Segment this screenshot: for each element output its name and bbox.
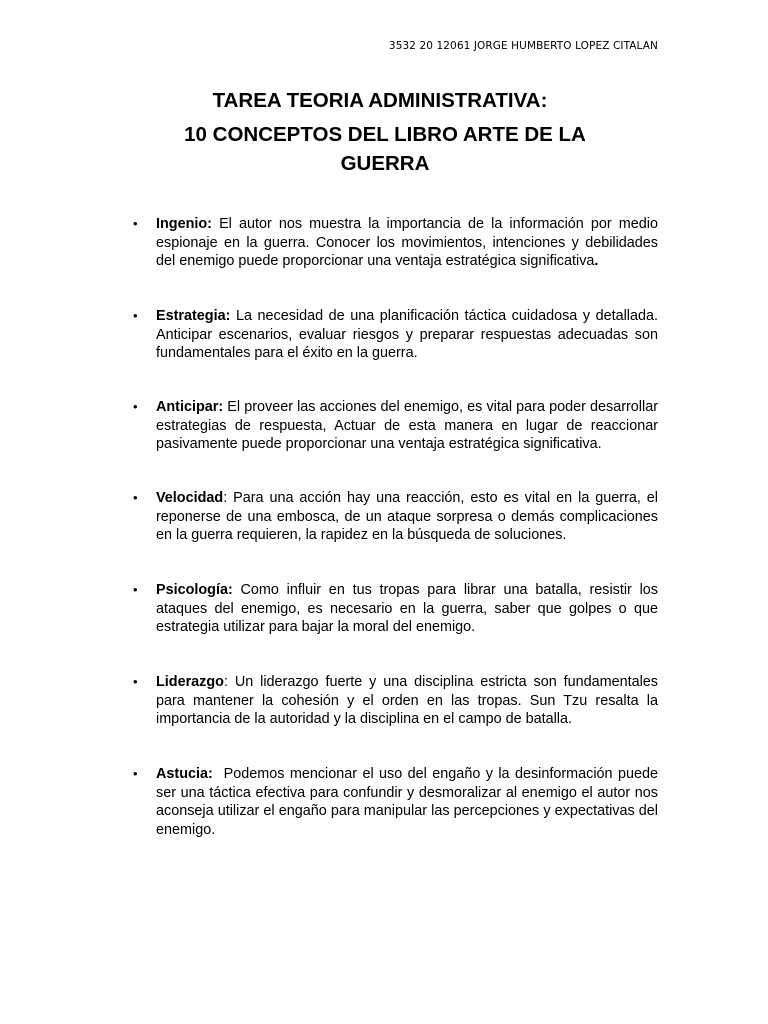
bullet-icon: • [133, 674, 138, 689]
item-text: El autor nos muestra la importancia de la información por medio espionaje en la guerra. Conocer los movimientos, intenciones y debilidades del enemigo puede proporcionar una ventaja estratégica significativa [156, 216, 658, 269]
item-term: Psicología: [156, 582, 233, 598]
item-text: Como influir en tus tropas para librar una batalla, resistir los ataques del enemigo, es necesario en la guerra, saber que golpes o que estrategia utilizar para bajar la moral del enemigo. [156, 582, 658, 635]
list-item-psicologia [133, 581, 658, 637]
list-item-estrategia [133, 307, 658, 363]
bullet-icon: • [133, 766, 138, 781]
item-term: Velocidad [156, 490, 224, 506]
list-item-astucia [133, 765, 662, 839]
bullet-icon: • [133, 308, 138, 323]
list-item-velocidad [133, 489, 658, 545]
item-text: : Para una acción hay una reacción, esto es vital en la guerra, el reponerse de una embosca, de un ataque sorpresa o demás complicaciones en la guerra requieren, la rapidez en la búsqueda de soluciones. [156, 490, 658, 543]
item-text: La necesidad de una planificación táctica cuidadosa y detallada. Anticipar escenarios, evaluar riesgos y preparar respuestas adecuadas son fundamentales para el éxito en la guerra. [156, 308, 658, 361]
bullet-icon: • [133, 216, 138, 231]
item-term: Estrategia: [156, 308, 231, 324]
page-subtitle-line2: GUERRA [340, 152, 430, 175]
item-term: Astucia: [156, 766, 213, 782]
item-term: Anticipar: [156, 399, 224, 415]
item-term: Liderazgo [156, 674, 224, 690]
list-item-ingenio [133, 215, 658, 271]
list-item-anticipar [133, 398, 658, 454]
item-text: El proveer las acciones del enemigo, es vital para poder desarrollar estrategias de respuesta, Actuar de esta manera en lugar de reaccionar pasivamente puede proporcionar una ventaja estratégica significativa. [156, 399, 658, 452]
bullet-icon: • [133, 490, 138, 505]
header-student-line: 3532 20 12061 JORGE HUMBERTO LOPEZ CITALAN [388, 40, 658, 52]
bullet-icon: • [133, 399, 138, 414]
item-term: Ingenio: [156, 216, 212, 232]
bullet-icon: • [133, 582, 138, 597]
item-end: . [594, 253, 599, 269]
page-subtitle-line1: 10 CONCEPTOS DEL LIBRO ARTE DE LA [184, 123, 586, 146]
item-text: : Un liderazgo fuerte y una disciplina estricta son fundamentales para mantener la cohesión y el orden en las tropas. Sun Tzu resalta la importancia de la autoridad y la disciplina en el campo de batalla. [156, 674, 658, 727]
item-text: Podemos mencionar el uso del engaño y la desinformación puede ser una táctica efectiva para confundir y desmoralizar al enemigo el autor nos aconseja utilizar el engaño para manipular las percepciones y expectativas del enemigo. [156, 766, 662, 838]
page-title: TAREA TEORIA ADMINISTRATIVA: [212, 89, 548, 112]
list-item-liderazgo [133, 673, 658, 729]
